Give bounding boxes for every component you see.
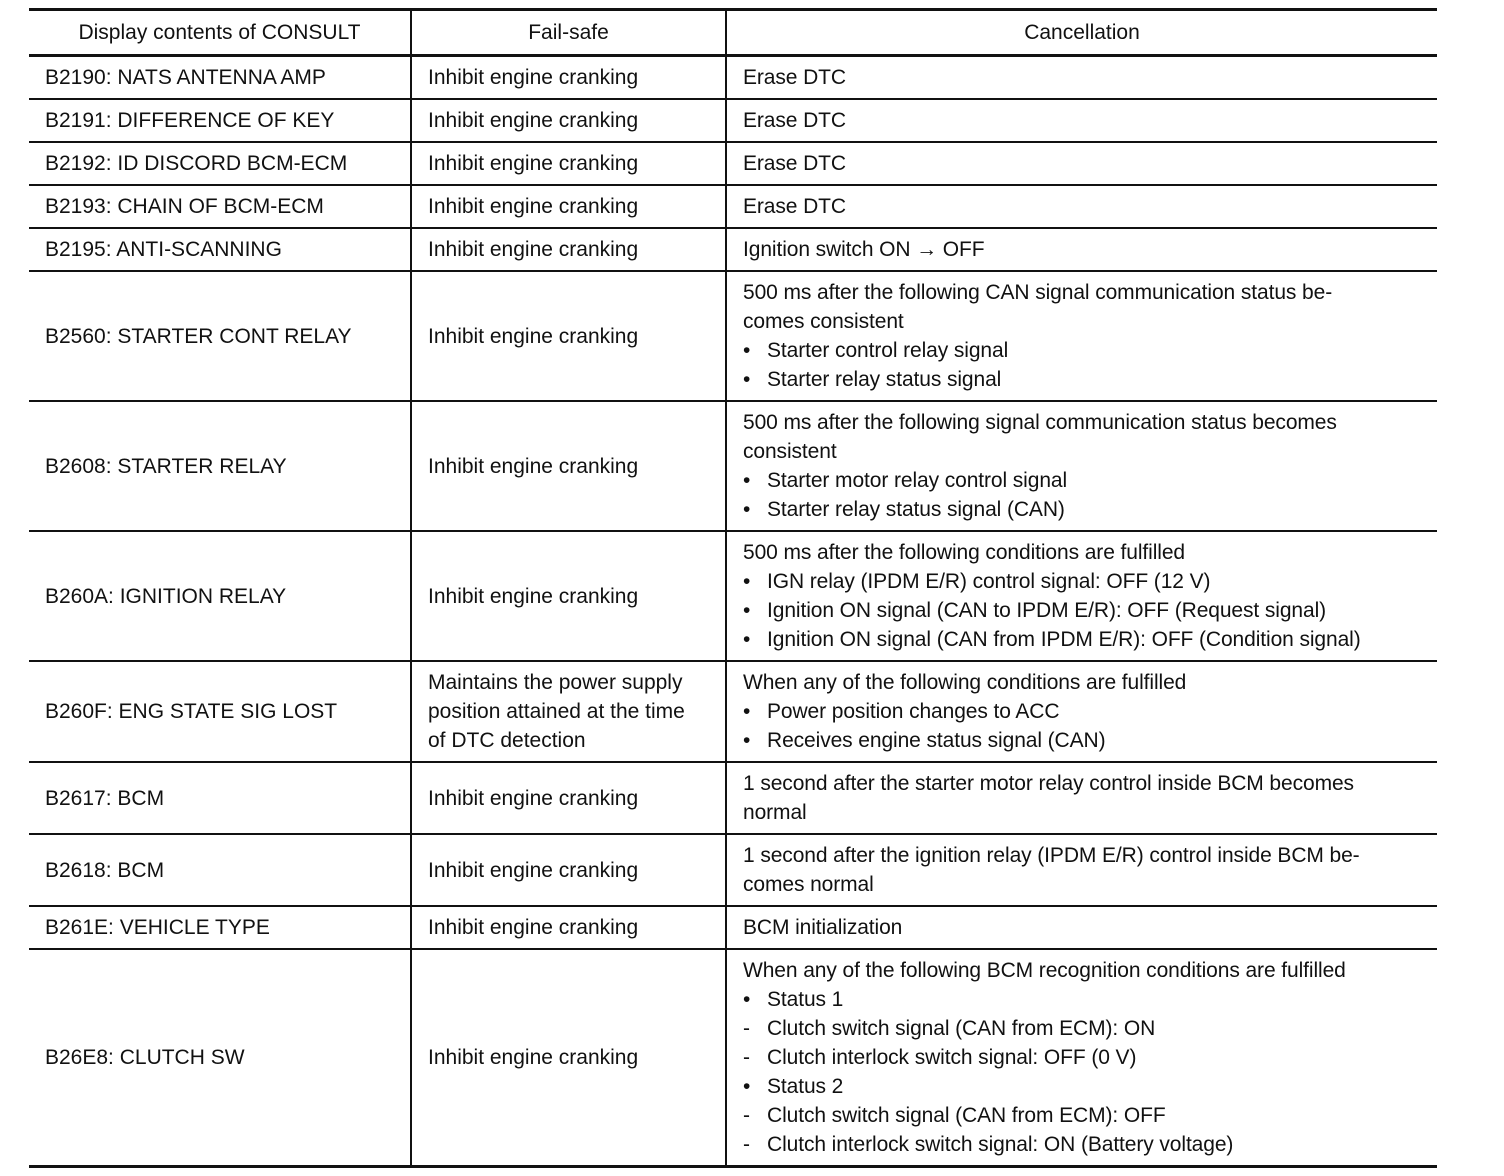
cancellation-list-item xyxy=(743,1043,1423,1072)
fail-safe-line: Inhibit engine cranking xyxy=(428,858,639,882)
cancellation-list-item xyxy=(743,1101,1423,1130)
list-item-text: Clutch interlock switch signal: OFF (0 V) xyxy=(767,1046,1137,1069)
list-marker: • xyxy=(743,469,751,492)
dtc-code-cell: B260A: IGNITION RELAY xyxy=(29,531,411,661)
cancellation-list-item xyxy=(743,1130,1423,1159)
table-row xyxy=(29,99,1437,142)
cancellation-line: Erase DTC xyxy=(743,66,846,89)
cancellation-line: Erase DTC xyxy=(743,152,846,175)
cancellation-cell xyxy=(726,834,1437,906)
cancellation-list-item xyxy=(743,567,1423,596)
table-row xyxy=(29,906,1437,949)
fail-safe-cell xyxy=(411,142,726,185)
cancellation-list-item xyxy=(743,625,1423,654)
cancellation-cell xyxy=(726,142,1437,185)
cancellation-cell xyxy=(726,401,1437,531)
list-item-text: Ignition ON signal (CAN to IPDM E/R): OFF (Request signal) xyxy=(767,599,1327,622)
cancellation-cell xyxy=(726,185,1437,228)
cancellation-list-item xyxy=(743,1072,1423,1101)
table-row xyxy=(29,56,1437,100)
header-display-contents: Display contents of CONSULT xyxy=(29,10,411,56)
fail-safe-cell xyxy=(411,99,726,142)
list-marker: • xyxy=(743,599,751,622)
cancellation-cell xyxy=(726,762,1437,834)
cancellation-list-item xyxy=(743,495,1423,524)
fail-safe-line: Inhibit engine cranking xyxy=(428,324,639,348)
cancellation-list-item xyxy=(743,985,1423,1014)
list-item-text: Clutch interlock switch signal: ON (Battery voltage) xyxy=(767,1133,1234,1156)
fail-safe-cell xyxy=(411,762,726,834)
dtc-code-cell: B2193: CHAIN OF BCM-ECM xyxy=(29,185,411,228)
list-marker: • xyxy=(743,368,751,391)
fail-safe-line: Maintains the power supply xyxy=(428,671,683,694)
cancellation-line: 500 ms after the following signal communication status becomes xyxy=(743,411,1337,434)
fail-safe-line: Inhibit engine cranking xyxy=(428,1046,639,1069)
fail-safe-cell xyxy=(411,56,726,100)
table-row xyxy=(29,228,1437,271)
dtc-code-cell: B2195: ANTI-SCANNING xyxy=(29,228,411,271)
table-row xyxy=(29,142,1437,185)
cancellation-line: When any of the following conditions are fulfilled xyxy=(743,671,1187,694)
list-marker: • xyxy=(743,988,751,1011)
cancellation-list-item xyxy=(743,697,1423,726)
cancellation-line: comes normal xyxy=(743,873,874,896)
cancellation-line: normal xyxy=(743,801,807,824)
table-row xyxy=(29,271,1437,401)
cancellation-cell xyxy=(726,228,1437,271)
fail-safe-cell xyxy=(411,271,726,401)
fail-safe-line: Inhibit engine cranking xyxy=(428,152,639,175)
dtc-code-cell: B2608: STARTER RELAY xyxy=(29,401,411,531)
fail-safe-cell xyxy=(411,531,726,661)
list-item-text: Starter relay status signal xyxy=(767,368,1002,391)
fail-safe-line: of DTC detection xyxy=(428,729,586,752)
cancellation-line: BCM initialization xyxy=(743,916,903,939)
fail-safe-cell xyxy=(411,661,726,762)
list-item-text: Receives engine status signal (CAN) xyxy=(767,729,1106,752)
dtc-code-cell: B2618: BCM xyxy=(29,834,411,906)
list-marker: • xyxy=(743,498,751,521)
fail-safe-line: Inhibit engine cranking xyxy=(428,109,639,132)
list-item-text: Starter control relay signal xyxy=(767,339,1009,362)
table-header xyxy=(29,10,1437,56)
list-item-text: Clutch switch signal (CAN from ECM): ON xyxy=(767,1017,1156,1040)
table-row xyxy=(29,661,1437,762)
dtc-code-cell: B2190: NATS ANTENNA AMP xyxy=(29,56,411,100)
list-marker: • xyxy=(743,570,751,593)
cancellation-list-item xyxy=(743,466,1423,495)
header-row xyxy=(29,10,1437,56)
cancellation-line: 500 ms after the following conditions are fulfilled xyxy=(743,541,1185,564)
header-cancellation: Cancellation xyxy=(726,10,1437,56)
fail-safe-line: Inhibit engine cranking xyxy=(428,786,639,810)
dtc-code-cell: B2192: ID DISCORD BCM-ECM xyxy=(29,142,411,185)
cancellation-list-item xyxy=(743,336,1423,365)
table-row xyxy=(29,531,1437,661)
cancellation-cell xyxy=(726,661,1437,762)
table-row xyxy=(29,401,1437,531)
list-item-text: Status 2 xyxy=(767,1075,844,1098)
list-marker: - xyxy=(743,1104,750,1127)
cancellation-cell xyxy=(726,949,1437,1167)
fail-safe-line: Inhibit engine cranking xyxy=(428,66,639,89)
fail-safe-cell xyxy=(411,834,726,906)
list-marker: • xyxy=(743,628,751,651)
fail-safe-cell xyxy=(411,228,726,271)
dtc-code-cell: B2560: STARTER CONT RELAY xyxy=(29,271,411,401)
list-item-text: Power position changes to ACC xyxy=(767,700,1060,723)
list-marker: • xyxy=(743,700,751,723)
table-row xyxy=(29,949,1437,1167)
fail-safe-line: position attained at the time xyxy=(428,700,685,723)
fail-safe-line: Inhibit engine cranking xyxy=(428,584,639,608)
cancellation-line: comes consistent xyxy=(743,310,904,333)
cancellation-cell xyxy=(726,906,1437,949)
list-marker: - xyxy=(743,1133,750,1156)
list-item-text: IGN relay (IPDM E/R) control signal: OFF (12 V) xyxy=(767,570,1211,593)
fail-safe-line: Inhibit engine cranking xyxy=(428,195,639,218)
cancellation-line: Erase DTC xyxy=(743,109,846,132)
list-marker: • xyxy=(743,1075,751,1098)
list-item-text: Clutch switch signal (CAN from ECM): OFF xyxy=(767,1104,1166,1127)
dtc-code-cell: B2191: DIFFERENCE OF KEY xyxy=(29,99,411,142)
table-row xyxy=(29,762,1437,834)
cancellation-line: 1 second after the ignition relay (IPDM E/R) control inside BCM be- xyxy=(743,844,1360,867)
cancellation-list-item xyxy=(743,365,1423,394)
cancellation-line: When any of the following BCM recognition conditions are fulfilled xyxy=(743,959,1346,982)
list-item-text: Starter relay status signal (CAN) xyxy=(767,498,1065,521)
cancellation-cell xyxy=(726,99,1437,142)
table-row xyxy=(29,834,1437,906)
fail-safe-table xyxy=(29,8,1437,1168)
list-marker: • xyxy=(743,339,751,362)
cancellation-line: 500 ms after the following CAN signal communication status be- xyxy=(743,281,1333,304)
fail-safe-cell xyxy=(411,185,726,228)
cancellation-cell xyxy=(726,56,1437,100)
fail-safe-cell xyxy=(411,949,726,1167)
cancellation-line: Ignition switch ON → OFF xyxy=(743,238,985,261)
table-row xyxy=(29,185,1437,228)
list-marker: - xyxy=(743,1017,750,1040)
list-marker: - xyxy=(743,1046,750,1069)
cancellation-list-item xyxy=(743,1014,1423,1043)
table-body xyxy=(29,56,1437,1167)
fail-safe-cell xyxy=(411,401,726,531)
list-item-text: Ignition ON signal (CAN from IPDM E/R): OFF (Condition signal) xyxy=(767,628,1361,651)
cancellation-list-item xyxy=(743,726,1423,755)
list-item-text: Starter motor relay control signal xyxy=(767,469,1068,492)
cancellation-line: Erase DTC xyxy=(743,195,846,218)
dtc-code-cell: B261E: VEHICLE TYPE xyxy=(29,906,411,949)
fail-safe-line: Inhibit engine cranking xyxy=(428,238,639,261)
cancellation-line: 1 second after the starter motor relay control inside BCM becomes xyxy=(743,772,1354,795)
cancellation-line: consistent xyxy=(743,440,837,463)
fail-safe-cell xyxy=(411,906,726,949)
list-marker: • xyxy=(743,729,751,752)
cancellation-cell xyxy=(726,271,1437,401)
list-item-text: Status 1 xyxy=(767,988,844,1011)
fail-safe-line: Inhibit engine cranking xyxy=(428,916,639,939)
cancellation-cell xyxy=(726,531,1437,661)
dtc-code-cell: B260F: ENG STATE SIG LOST xyxy=(29,661,411,762)
dtc-code-cell: B2617: BCM xyxy=(29,762,411,834)
cancellation-list-item xyxy=(743,596,1423,625)
header-fail-safe: Fail-safe xyxy=(411,10,726,56)
fail-safe-line: Inhibit engine cranking xyxy=(428,454,639,478)
dtc-code-cell: B26E8: CLUTCH SW xyxy=(29,949,411,1167)
